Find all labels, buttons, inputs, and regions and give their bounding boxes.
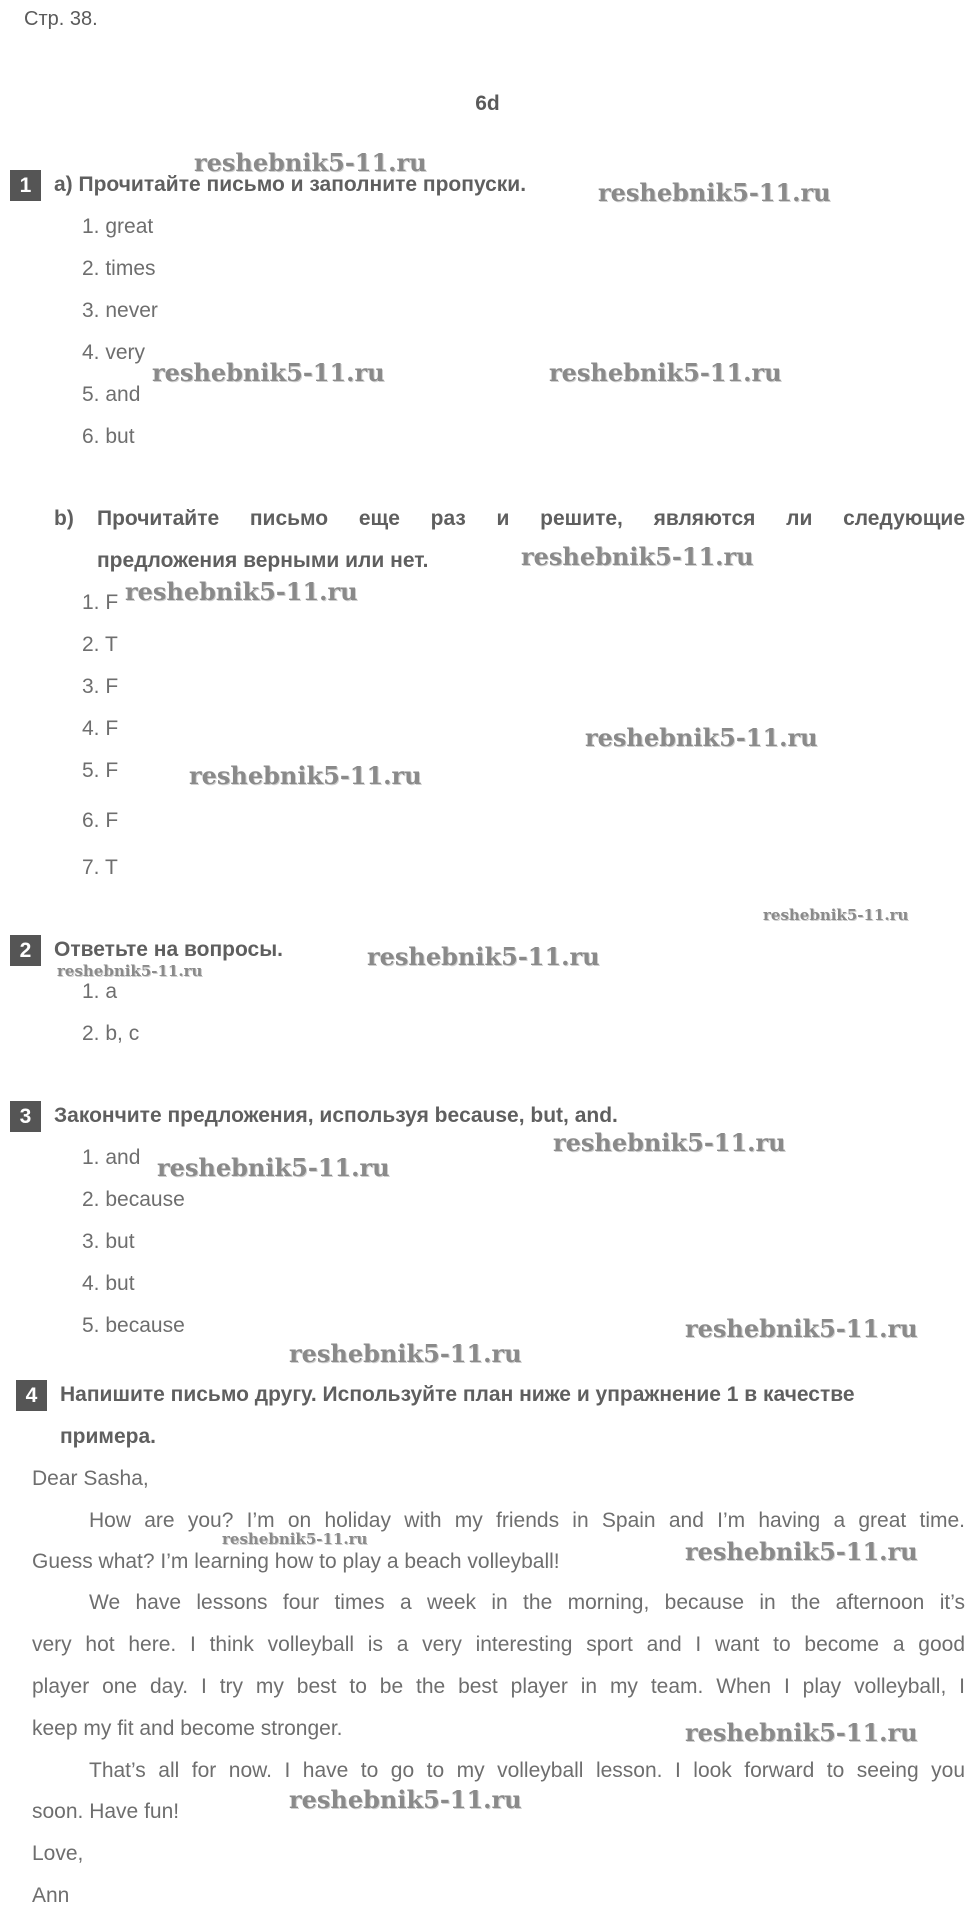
letter-paragraph-line: very hot here. I think volleyball is a very interesting sport and I want to become a good xyxy=(32,1633,965,1656)
letter-paragraph-line: How are you? I’m on holiday with my friends in Spain and I’m having a great time. xyxy=(89,1509,965,1532)
task1-b-label: b) xyxy=(54,507,74,530)
task-number-badge: 1 xyxy=(10,170,41,201)
list-item: 5. F xyxy=(82,759,119,782)
letter-signature: Ann xyxy=(32,1884,70,1907)
letter-paragraph-line: keep my fit and become stronger. xyxy=(32,1717,343,1740)
list-item: 1. a xyxy=(82,980,118,1003)
list-item: 3. never xyxy=(82,299,158,322)
watermark: reshebnik5-11.ru xyxy=(763,906,909,924)
watermark: reshebnik5-11.ru xyxy=(598,178,831,207)
list-item: 5. because xyxy=(82,1314,185,1337)
letter-paragraph-line: soon. Have fun! xyxy=(32,1800,180,1823)
letter-paragraph-line: We have lessons four times a week in the morning, because in the afternoon it’s xyxy=(89,1591,965,1614)
list-item: 4. very xyxy=(82,341,146,364)
list-item: 4. F xyxy=(82,717,119,740)
list-item: 1. great xyxy=(82,215,154,238)
watermark: reshebnik5-11.ru xyxy=(57,962,203,980)
task2-prompt: Ответьте на вопросы. xyxy=(54,938,283,961)
list-item: 5. and xyxy=(82,383,141,406)
task4-prompt-line1: Напишите письмо другу. Используйте план ниже и упражнение 1 в качестве xyxy=(60,1383,855,1406)
watermark: reshebnik5-11.ru xyxy=(152,358,385,387)
list-item: 2. times xyxy=(82,257,156,280)
task1-b-prompt-line1: Прочитайте письмо еще раз и решите, являются ли следующие xyxy=(97,507,965,530)
task-number-badge: 2 xyxy=(10,935,41,966)
watermark: reshebnik5-11.ru xyxy=(521,542,754,571)
watermark: reshebnik5-11.ru xyxy=(125,577,358,606)
watermark: reshebnik5-11.ru xyxy=(367,942,600,971)
list-item: 6. F xyxy=(82,809,119,832)
watermark: reshebnik5-11.ru xyxy=(685,1314,918,1343)
task-number-badge: 3 xyxy=(10,1101,41,1132)
watermark: reshebnik5-11.ru xyxy=(189,761,422,790)
list-item: 4. but xyxy=(82,1272,135,1295)
watermark: reshebnik5-11.ru xyxy=(289,1785,522,1814)
list-item: 1. F xyxy=(82,591,119,614)
task1-a-prompt: a) Прочитайте письмо и заполните пропуски. xyxy=(54,173,527,196)
list-item: 6. but xyxy=(82,425,135,448)
task4-prompt-line2: примера. xyxy=(60,1425,156,1448)
watermark: reshebnik5-11.ru xyxy=(685,1537,918,1566)
task1-b-prompt-line2: предложения верными или нет. xyxy=(97,549,429,572)
list-item: 2. because xyxy=(82,1188,185,1211)
watermark: reshebnik5-11.ru xyxy=(222,1530,368,1548)
letter-paragraph-line: player one day. I try my best to be the best player in my team. When I play volleyball, I xyxy=(32,1675,965,1698)
watermark: reshebnik5-11.ru xyxy=(549,358,782,387)
list-item: 3. F xyxy=(82,675,119,698)
list-item: 2. T xyxy=(82,633,118,656)
letter-paragraph-line: That’s all for now. I have to go to my volleyball lesson. I look forward to seeing you xyxy=(89,1759,965,1782)
watermark: reshebnik5-11.ru xyxy=(585,723,818,752)
list-item: 3. but xyxy=(82,1230,135,1253)
list-item: 7. T xyxy=(82,856,118,879)
watermark: reshebnik5-11.ru xyxy=(685,1718,918,1747)
letter-paragraph-line: Guess what? I’m learning how to play a beach volleyball! xyxy=(32,1550,560,1573)
watermark: reshebnik5-11.ru xyxy=(553,1128,786,1157)
letter-closing: Love, xyxy=(32,1842,84,1865)
letter-greeting: Dear Sasha, xyxy=(32,1467,149,1490)
list-item: 2. b, c xyxy=(82,1022,140,1045)
list-item: 1. and xyxy=(82,1146,141,1169)
page-reference: Стр. 38. xyxy=(24,8,98,30)
section-title: 6d xyxy=(475,92,500,115)
task-number-badge: 4 xyxy=(16,1380,47,1411)
watermark: reshebnik5-11.ru xyxy=(194,148,427,177)
watermark: reshebnik5-11.ru xyxy=(289,1339,522,1368)
watermark: reshebnik5-11.ru xyxy=(157,1153,390,1182)
task3-prompt: Закончите предложения, используя because, but, and. xyxy=(54,1104,618,1127)
